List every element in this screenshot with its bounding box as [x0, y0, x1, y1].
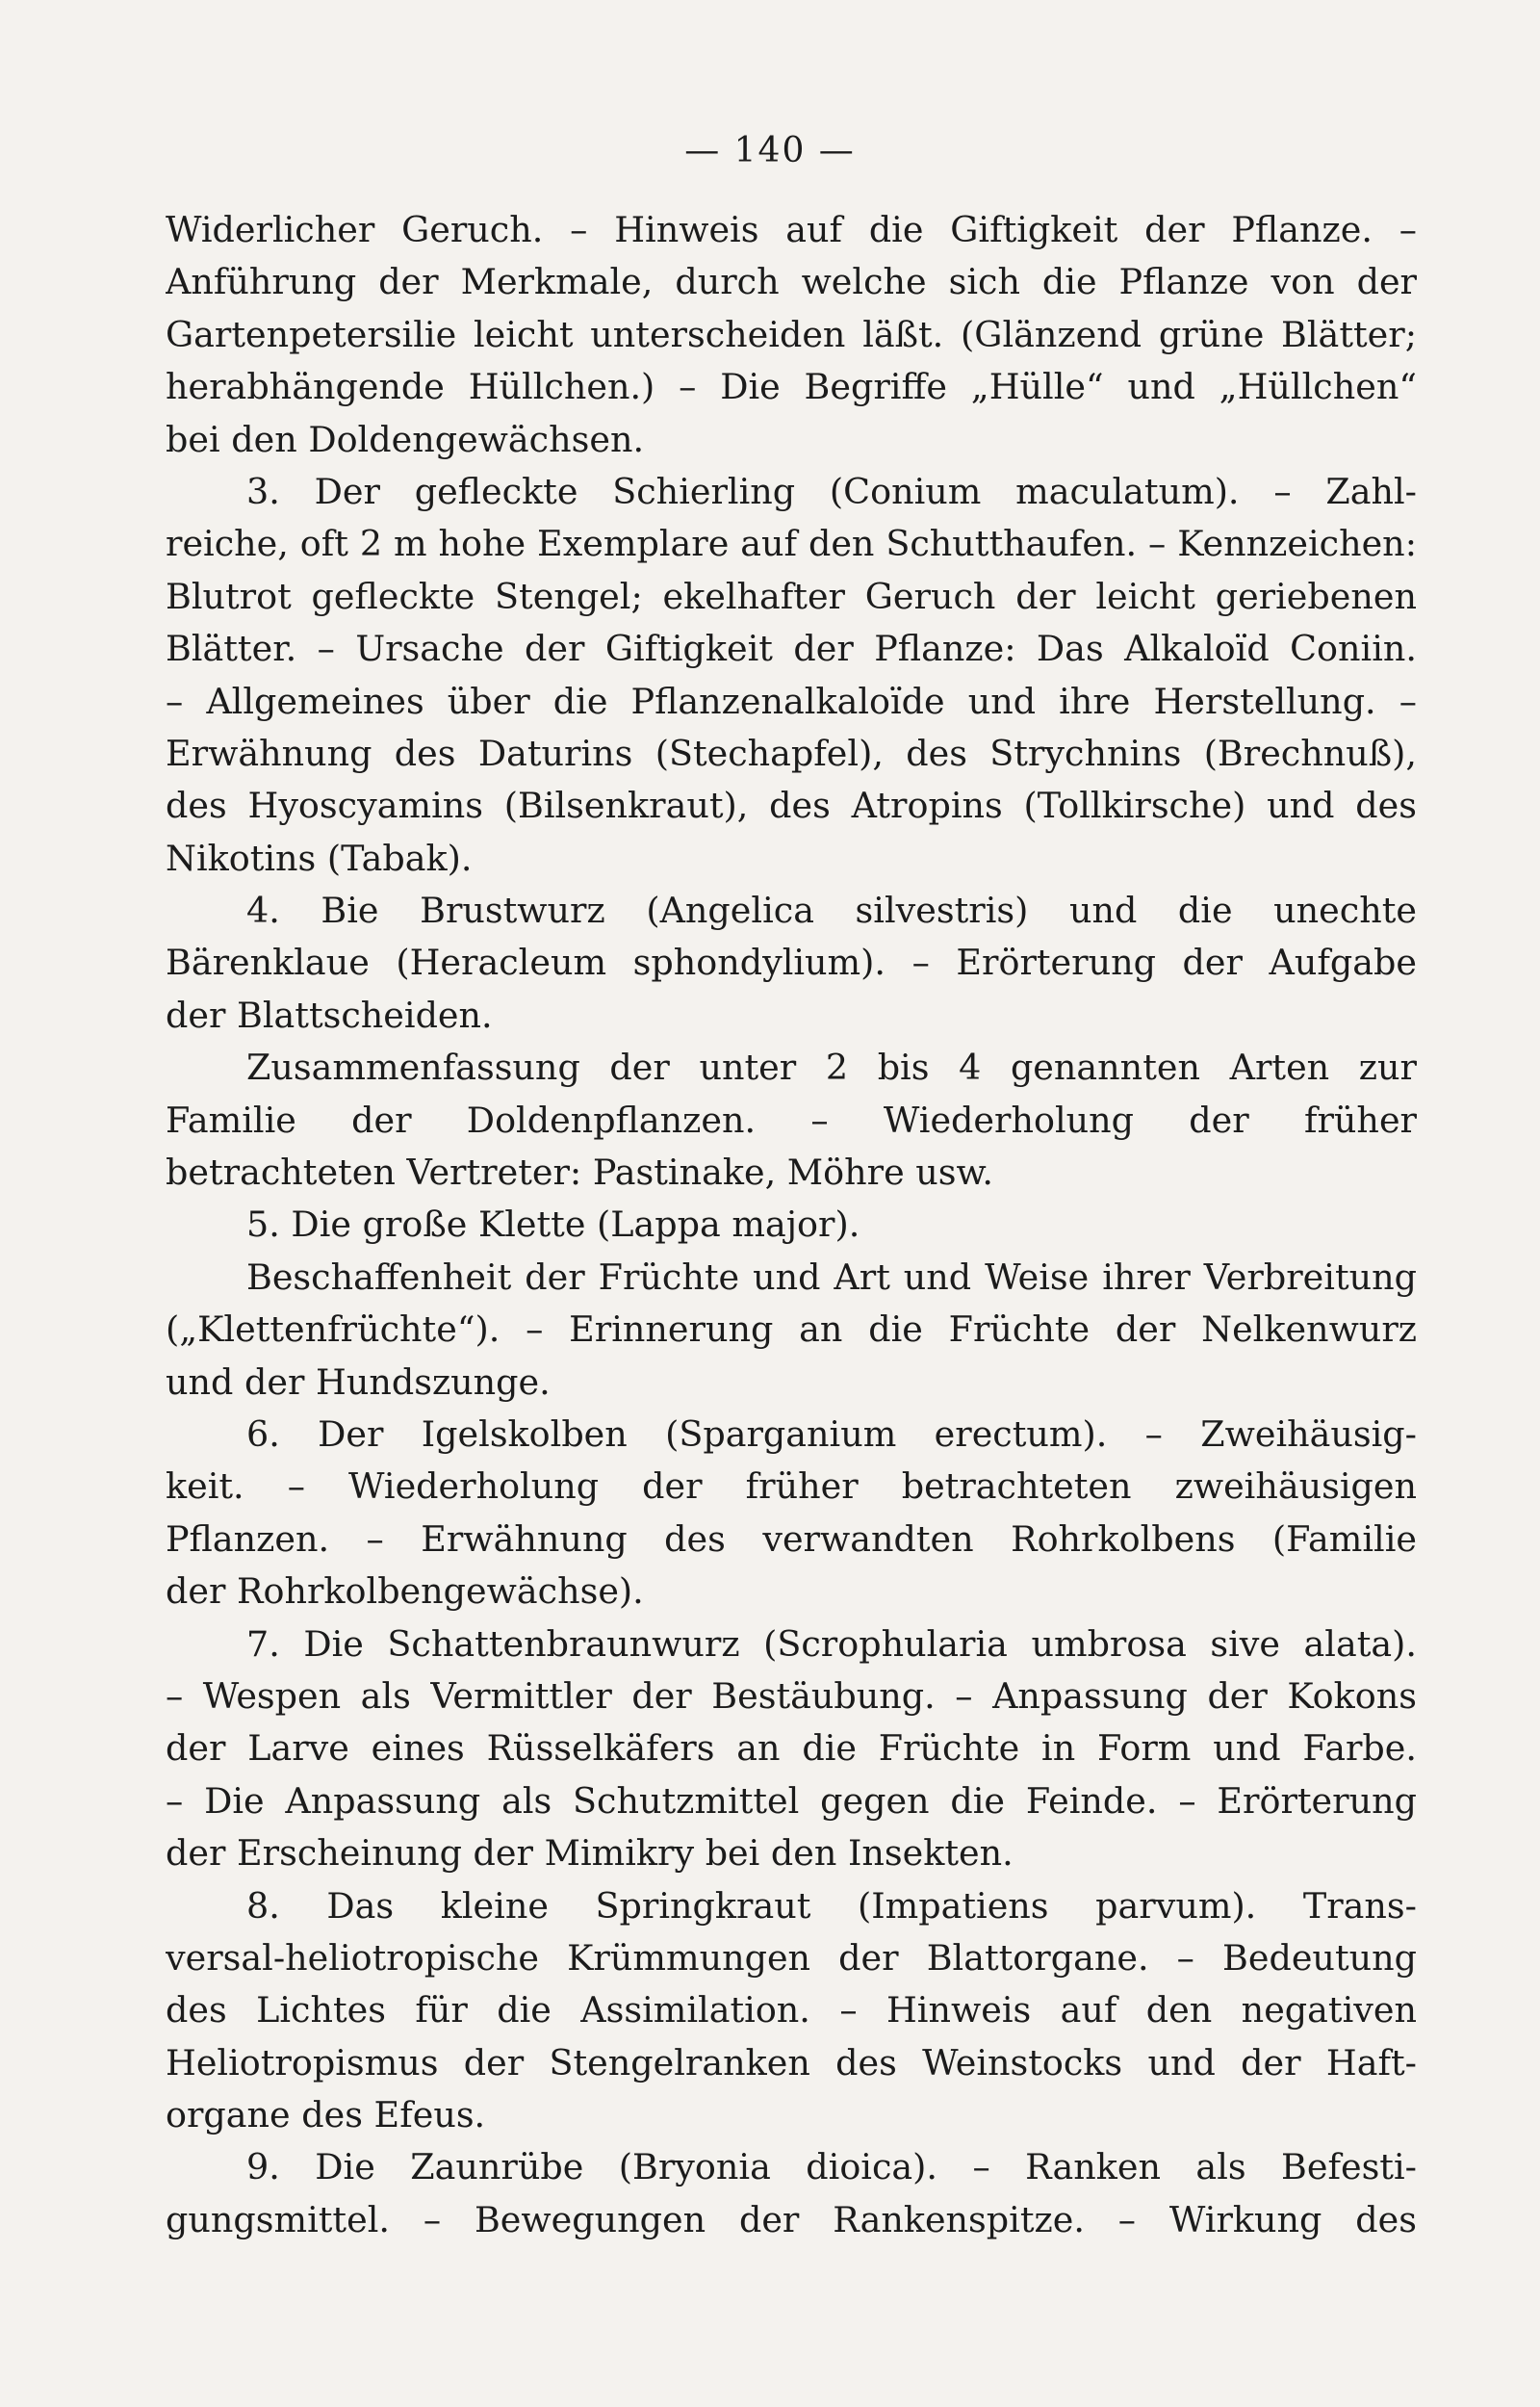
text-line: 9. Die Zaunrübe (Bryonia dioica). – Ranken als Befesti-	[246, 2146, 1417, 2188]
text-line: keit. – Wiederholung der früher betrachteten zweihäusigen	[166, 1465, 1417, 1508]
text-line: – Allgemeines über die Pflanzenalkaloïde und ihre Herstellung. –	[166, 680, 1417, 722]
text-line: Beschaffenheit der Früchte und Art und Weise ihrer Verbreitung	[246, 1255, 1417, 1298]
text-line: Bärenklaue (Heracleum sphondylium). – Erörterung der Aufgabe	[166, 942, 1417, 984]
text-line: 6. Der Igelskolben (Sparganium erectum). – Zweihäusig-	[246, 1412, 1417, 1455]
text-line: 8. Das kleine Springkraut (Impatiens parvum). Trans-	[246, 1884, 1417, 1927]
text-line: Heliotropismus der Stengelranken des Weinstocks und der Haft-	[166, 2041, 1417, 2083]
body-text	[166, 204, 1417, 2246]
text-line: – Die Anpassung als Schutzmittel gegen die Feinde. – Erörterung	[166, 1779, 1417, 1822]
text-line: der Larve eines Rüsselkäfers an die Früchte in Form und Farbe.	[166, 1727, 1417, 1770]
text-line: des Hyoscyamins (Bilsenkraut), des Atropins (Tollkirsche) und des	[166, 785, 1417, 827]
text-line: der Erscheinung der Mimikry bei den Insekten.	[166, 1832, 1014, 1875]
text-line: gungsmittel. – Bewegungen der Rankenspitze. – Wirkung des	[166, 2198, 1417, 2240]
text-line: Gartenpetersilie leicht unterscheiden läßt. (Glänzend grüne Blätter;	[166, 313, 1417, 355]
text-line: bei den Doldengewächsen.	[166, 418, 645, 460]
text-line: Blätter. – Ursache der Giftigkeit der Pflanze: Das Alkaloïd Coniin.	[166, 628, 1417, 670]
text-line: Blutrot gefleckte Stengel; ekelhafter Geruch der leicht geriebenen	[166, 575, 1417, 617]
text-line: Pflanzen. – Erwähnung des verwandten Rohrkolbens (Familie	[166, 1517, 1417, 1560]
text-line: – Wespen als Vermittler der Bestäubung. – Anpassung der Kokons	[166, 1674, 1417, 1717]
text-line: Familie der Doldenpflanzen. – Wiederholung der früher	[166, 1099, 1417, 1141]
text-line: herabhängende Hüllchen.) – Die Begriffe „Hülle“ und „Hüllchen“	[166, 366, 1417, 408]
text-line: des Lichtes für die Assimilation. – Hinweis auf den negativen	[166, 1989, 1417, 2032]
text-line: und der Hundszunge.	[166, 1360, 551, 1403]
text-line: versal-heliotropische Krümmungen der Blattorgane. – Bedeutung	[166, 1936, 1417, 1979]
page-number: — 140 —	[684, 131, 856, 170]
text-line: Nikotins (Tabak).	[166, 837, 473, 879]
text-line: der Blattscheiden.	[166, 994, 493, 1036]
text-line: Widerlicher Geruch. – Hinweis auf die Giftigkeit der Pflanze. –	[166, 209, 1417, 250]
text-line: organe des Efeus.	[166, 2094, 486, 2136]
text-line: Zusammenfassung der unter 2 bis 4 genannten Arten zur	[246, 1047, 1417, 1089]
text-line: („Klettenfrüchte“). – Erinnerung an die Früchte der Nelkenwurz	[166, 1308, 1417, 1351]
text-line: 7. Die Schattenbraunwurz (Scrophularia umbrosa sive alata).	[246, 1622, 1417, 1665]
text-line: 4. Bie Brustwurz (Angelica silvestris) und die unechte	[246, 890, 1417, 932]
text-line: der Rohrkolbengewächse).	[166, 1570, 644, 1613]
text-line: betrachteten Vertreter: Pastinake, Möhre usw.	[166, 1152, 994, 1194]
text-line: 5. Die große Klette (Lappa major).	[246, 1204, 860, 1246]
text-line: reiche, oft 2 m hohe Exemplare auf den Schutthaufen. – Kennzeichen:	[166, 523, 1417, 565]
text-line: Erwähnung des Daturins (Stechapfel), des Strychnins (Brechnuß),	[166, 732, 1417, 774]
text-line: 3. Der gefleckte Schierling (Conium maculatum). – Zahl-	[246, 470, 1417, 512]
text-line: Anführung der Merkmale, durch welche sich die Pflanze von der	[166, 261, 1417, 303]
